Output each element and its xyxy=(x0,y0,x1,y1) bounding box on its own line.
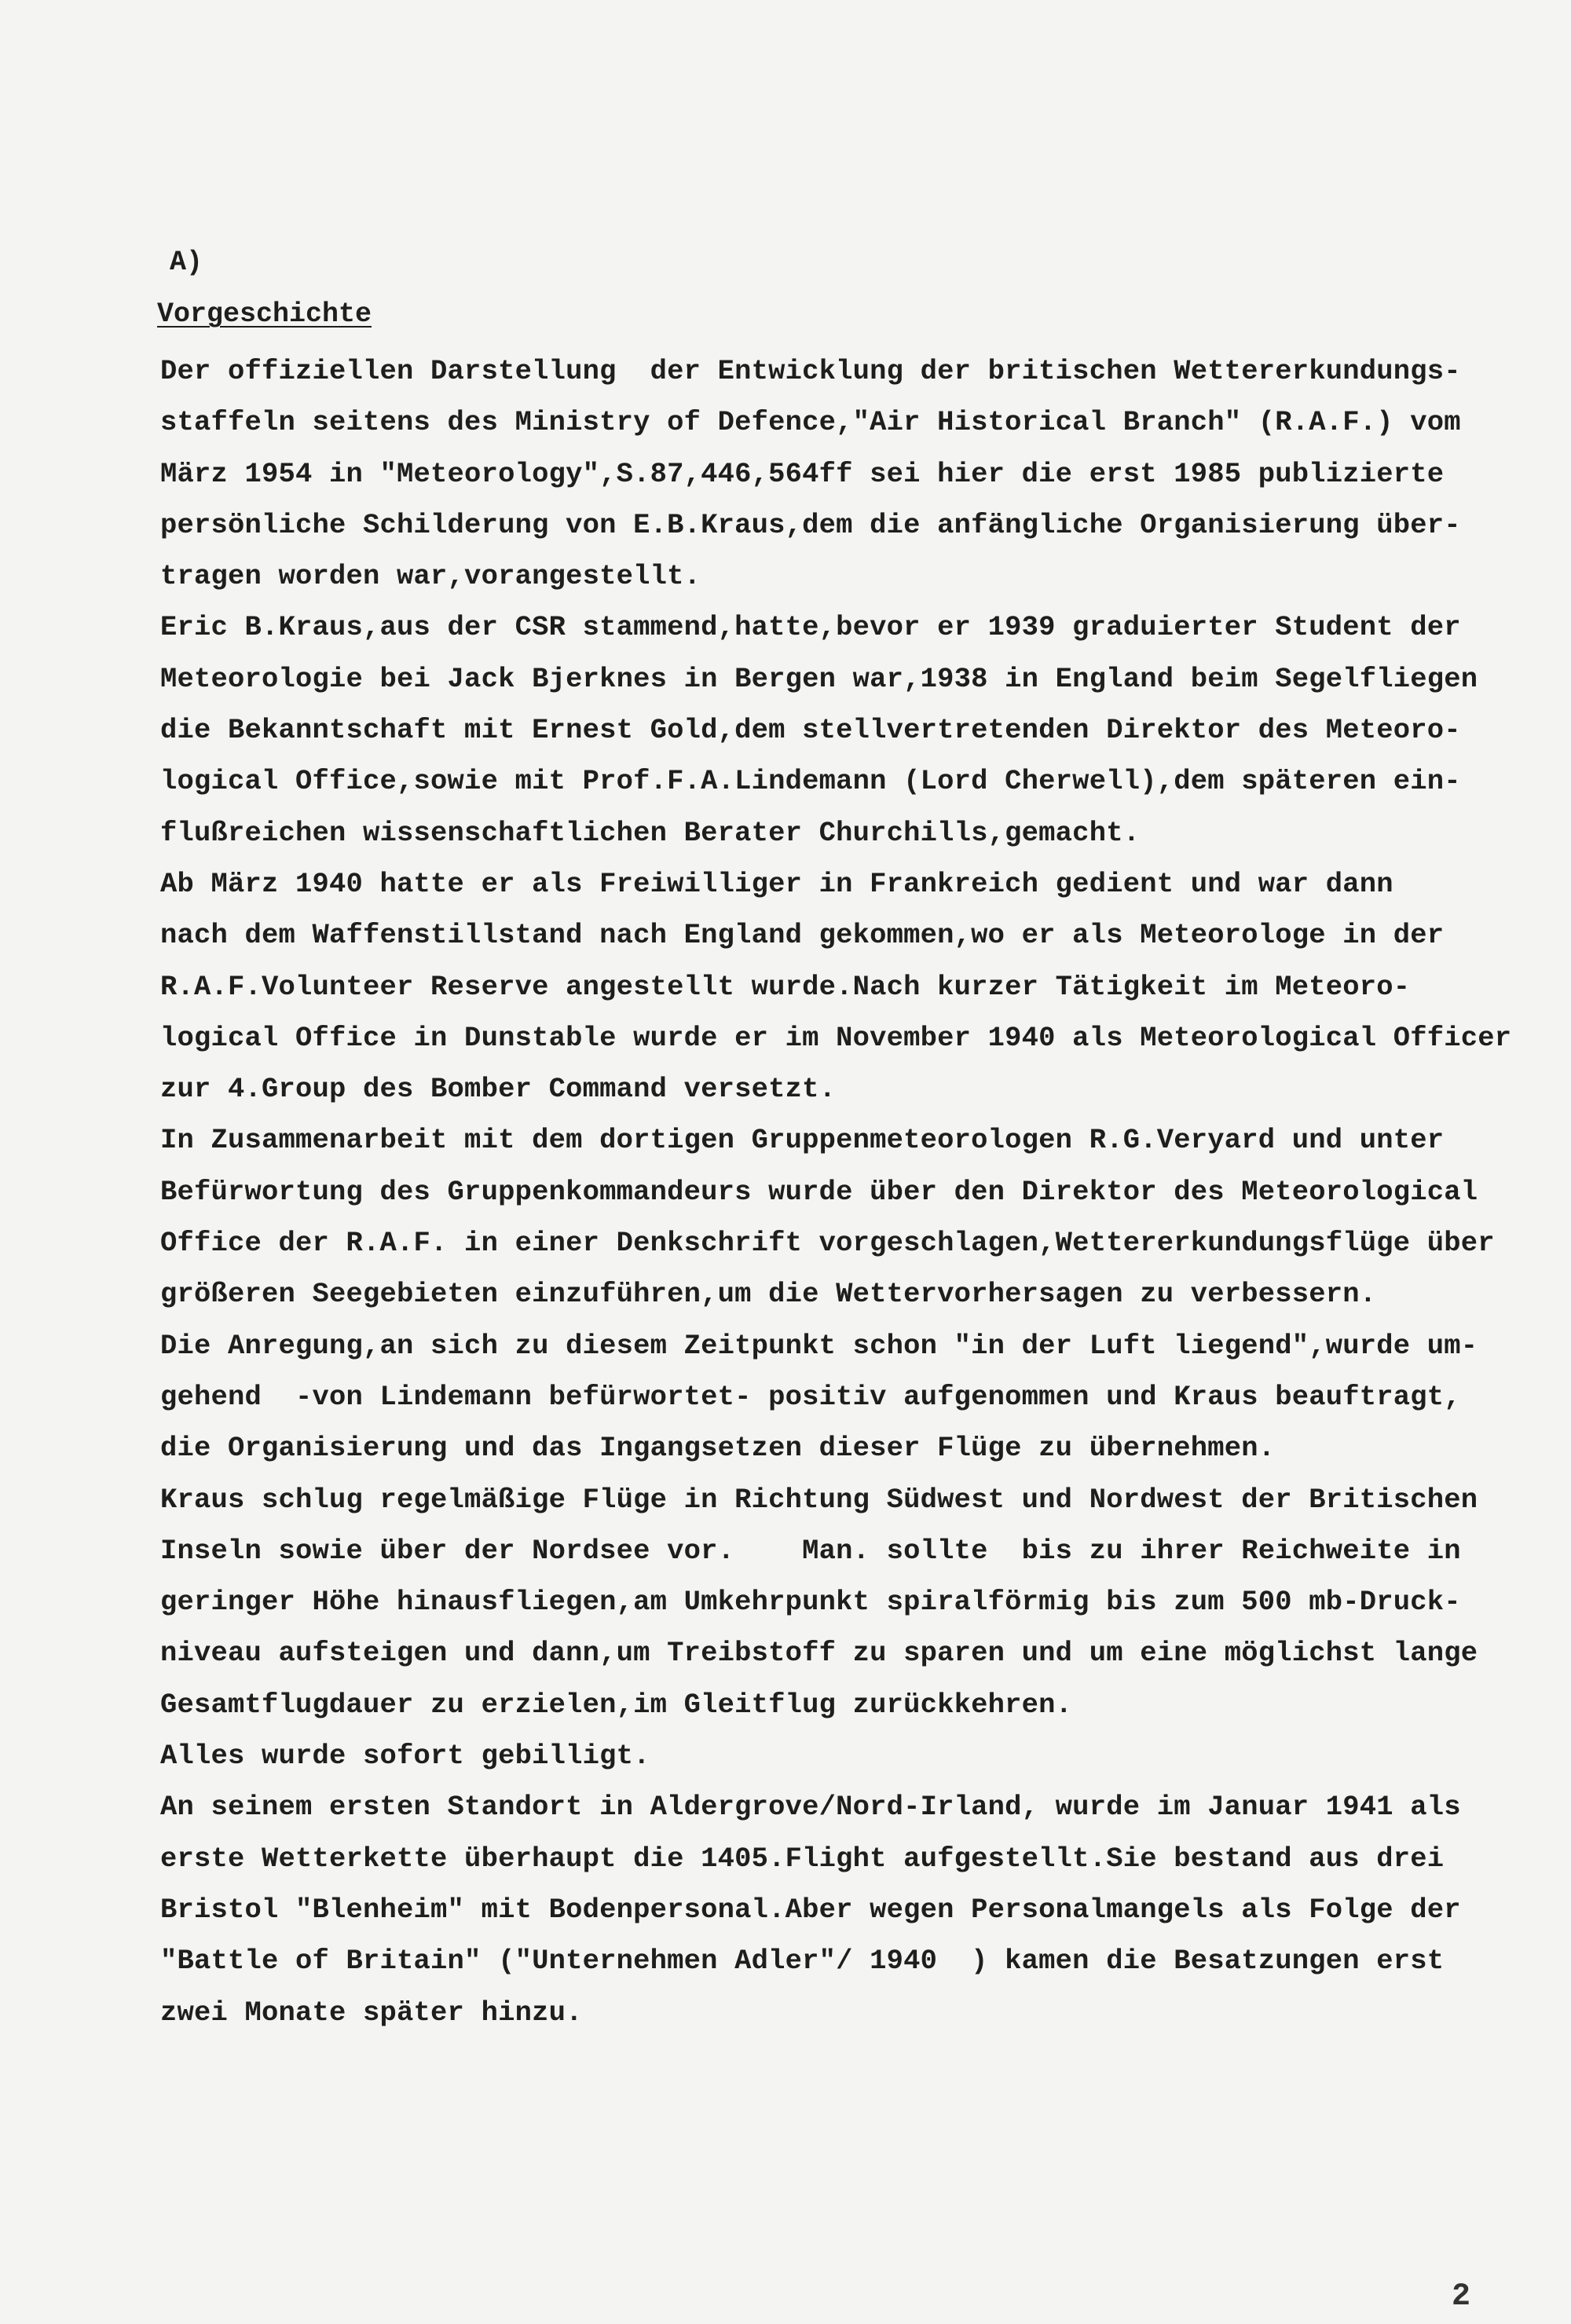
text-line: Eric B.Kraus,aus der CSR stammend,hatte,bevor er 1939 graduierter Student der xyxy=(160,611,1461,644)
text-line: staffeln seitens des Ministry of Defence,"Air Historical Branch" (R.A.F.) vom xyxy=(160,406,1461,439)
text-line: Befürwortung des Gruppenkommandeurs wurde über den Direktor des Meteorological xyxy=(160,1175,1478,1208)
text-line: "Battle of Britain" ("Unternehmen Adler"/ 1940 ) kamen die Besatzungen erst xyxy=(160,1945,1445,1978)
text-line: logical Office,sowie mit Prof.F.A.Lindemann (Lord Cherwell),dem späteren ein- xyxy=(160,765,1461,798)
text-line: Der offiziellen Darstellung der Entwicklung der britischen Wettererkundungs- xyxy=(160,355,1461,387)
page-number: 2 xyxy=(1452,2279,1471,2315)
text-line: zwei Monate später hinzu. xyxy=(160,1996,583,2029)
text-line: Bristol "Blenheim" mit Bodenpersonal.Aber wegen Personalmangels als Folge der xyxy=(160,1893,1461,1926)
text-line: Die Anregung,an sich zu diesem Zeitpunkt schon "in der Luft liegend",wurde um- xyxy=(160,1329,1478,1362)
text-line: tragen worden war,vorangestellt. xyxy=(160,560,701,593)
text-line: die Organisierung und das Ingangsetzen dieser Flüge zu übernehmen. xyxy=(160,1432,1276,1465)
text-line: Office der R.A.F. in einer Denkschrift vorgeschlagen,Wettererkundungsflüge über xyxy=(160,1227,1495,1260)
text-line: logical Office in Dunstable wurde er im November 1940 als Meteorological Officer xyxy=(160,1021,1512,1054)
text-line: zur 4.Group des Bomber Command versetzt. xyxy=(160,1073,837,1106)
text-line: größeren Seegebieten einzuführen,um die Wettervorhersagen zu verbessern. xyxy=(160,1278,1377,1311)
text-line: flußreichen wissenschaftlichen Berater Churchills,gemacht. xyxy=(160,816,1141,849)
text-line: Meteorologie bei Jack Bjerknes in Bergen war,1938 in England beim Segelfliegen xyxy=(160,662,1478,695)
text-line: Gesamtflugdauer zu erzielen,im Gleitflug zurückkehren. xyxy=(160,1688,1073,1721)
text-line: März 1954 in "Meteorology",S.87,446,564ff sei hier die erst 1985 publizierte xyxy=(160,457,1445,490)
text-line: erste Wetterkette überhaupt die 1405.Flight aufgestellt.Sie bestand aus drei xyxy=(160,1842,1445,1875)
text-line: geringer Höhe hinausfliegen,am Umkehrpunkt spiralförmig bis zum 500 mb-Druck- xyxy=(160,1586,1461,1619)
text-line: An seinem ersten Standort in Aldergrove/Nord-Irland, wurde im Januar 1941 als xyxy=(160,1791,1461,1824)
text-line: persönliche Schilderung von E.B.Kraus,dem die anfängliche Organisierung über- xyxy=(160,508,1461,541)
text-line: Ab März 1940 hatte er als Freiwilliger in Frankreich gedient und war dann xyxy=(160,867,1393,900)
text-line: niveau aufsteigen und dann,um Treibstoff zu sparen und um eine möglichst lange xyxy=(160,1637,1478,1670)
text-line: Kraus schlug regelmäßige Flüge in Richtung Südwest und Nordwest der Britischen xyxy=(160,1483,1478,1516)
body-text xyxy=(160,346,1511,2038)
text-line: die Bekanntschaft mit Ernest Gold,dem stellvertretenden Direktor des Meteoro- xyxy=(160,714,1461,747)
text-line: R.A.F.Volunteer Reserve angestellt wurde.Nach kurzer Tätigkeit im Meteoro- xyxy=(160,970,1411,1003)
text-line: gehend -von Lindemann befürwortet- positiv aufgenommen und Kraus beauftragt, xyxy=(160,1380,1461,1413)
text-line: In Zusammenarbeit mit dem dortigen Gruppenmeteorologen R.G.Veryard und unter xyxy=(160,1124,1445,1157)
text-line: nach dem Waffenstillstand nach England gekommen,wo er als Meteorologe in der xyxy=(160,919,1445,952)
section-heading: Vorgeschichte xyxy=(157,298,372,330)
text-line: Inseln sowie über der Nordsee vor. Man. sollte bis zu ihrer Reichweite in xyxy=(160,1534,1461,1567)
text-line: Alles wurde sofort gebilligt. xyxy=(160,1740,650,1773)
section-label: A) xyxy=(170,247,203,278)
